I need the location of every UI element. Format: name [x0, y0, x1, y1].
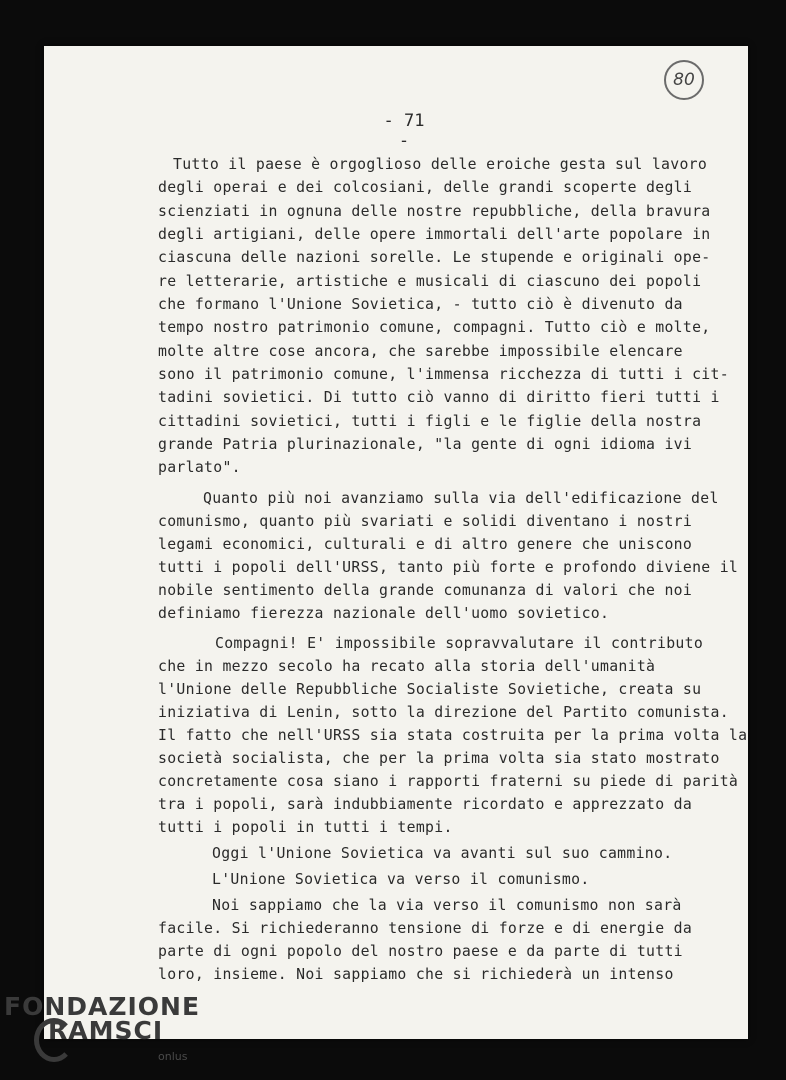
- text-line: parlato".: [158, 459, 241, 476]
- text-line: Quanto più noi avanziamo sulla via dell'edificazione del: [203, 490, 719, 507]
- text-line: re letterarie, artistiche e musicali di ciascuno dei popoli: [158, 273, 702, 290]
- text-line: Compagni! E' impossibile sopravvalutare il contributo: [215, 635, 704, 652]
- text-line: tra i popoli, sarà indubbiamente ricordato e apprezzato da: [158, 796, 693, 813]
- text-line: Noi sappiamo che la via verso il comunismo non sarà: [212, 897, 682, 914]
- text-line: grande Patria plurinazionale, "la gente di ogni idioma ivi: [158, 436, 693, 453]
- text-line: tutti i popoli dell'URSS, tanto più forte e profondo diviene il: [158, 559, 739, 576]
- logo-line-2: RAMSCI: [48, 1016, 164, 1045]
- text-line: che in mezzo secolo ha recato alla storia dell'umanità: [158, 658, 656, 675]
- text-line: iniziativa di Lenin, sotto la direzione del Partito comunista.: [158, 704, 729, 721]
- text-line: l'Unione delle Repubbliche Socialiste Sovietiche, creata su: [158, 681, 702, 698]
- text-line: concretamente cosa siano i rapporti fraterni su piede di parità: [158, 773, 739, 790]
- text-line: degli artigiani, delle opere immortali dell'arte popolare in: [158, 226, 711, 243]
- text-line: tempo nostro patrimonio comune, compagni. Tutto ciò e molte,: [158, 319, 711, 336]
- text-line: che formano l'Unione Sovietica, - tutto ciò è divenuto da: [158, 296, 683, 313]
- text-line: Oggi l'Unione Sovietica va avanti sul suo cammino.: [212, 845, 673, 862]
- logo-suffix: onlus: [158, 1050, 188, 1063]
- text-line: Il fatto che nell'URSS sia stata costruita per la prima volta la: [158, 727, 748, 744]
- text-line: molte altre cose ancora, che sarebbe impossibile elencare: [158, 343, 683, 360]
- text-line: ciascuna delle nazioni sorelle. Le stupende e originali ope-: [158, 249, 711, 266]
- text-line: Tutto il paese è orgoglioso delle eroiche gesta sul lavoro: [173, 156, 708, 173]
- text-line: facile. Si richiederanno tensione di forze e di energie da: [158, 920, 693, 937]
- text-line: loro, insieme. Noi sappiamo che si richiederà un intenso: [158, 966, 674, 983]
- logo-line-1: FONDAZIONE: [4, 992, 201, 1021]
- text-line: L'Unione Sovietica va verso il comunismo.: [212, 871, 590, 888]
- text-line: scienziati in ognuna delle nostre repubbliche, della bravura: [158, 203, 711, 220]
- archive-number: 80: [673, 70, 695, 90]
- text-line: società socialista, che per la prima volta sia stato mostrato: [158, 750, 720, 767]
- text-line: tadini sovietici. Di tutto ciò vanno di diritto fieri tutti i: [158, 389, 720, 406]
- text-line: nobile sentimento della grande comunanza di valori che noi: [158, 582, 693, 599]
- page-number: - 71 -: [383, 111, 425, 151]
- text-line: tutti i popoli in tutti i tempi.: [158, 819, 453, 836]
- text-line: definiamo fierezza nazionale dell'uomo sovietico.: [158, 605, 610, 622]
- text-line: degli operai e dei colcosiani, delle grandi scoperte degli: [158, 179, 693, 196]
- text-line: sono il patrimonio comune, l'immensa ricchezza di tutti i cit-: [158, 366, 729, 383]
- text-line: legami economici, culturali e di altro genere che uniscono: [158, 536, 693, 553]
- text-line: comunismo, quanto più svariati e solidi diventano i nostri: [158, 513, 693, 530]
- archive-number-stamp: [664, 60, 704, 100]
- text-line: parte di ogni popolo del nostro paese e da parte di tutti: [158, 943, 683, 960]
- text-line: cittadini sovietici, tutti i figli e le figlie della nostra: [158, 413, 702, 430]
